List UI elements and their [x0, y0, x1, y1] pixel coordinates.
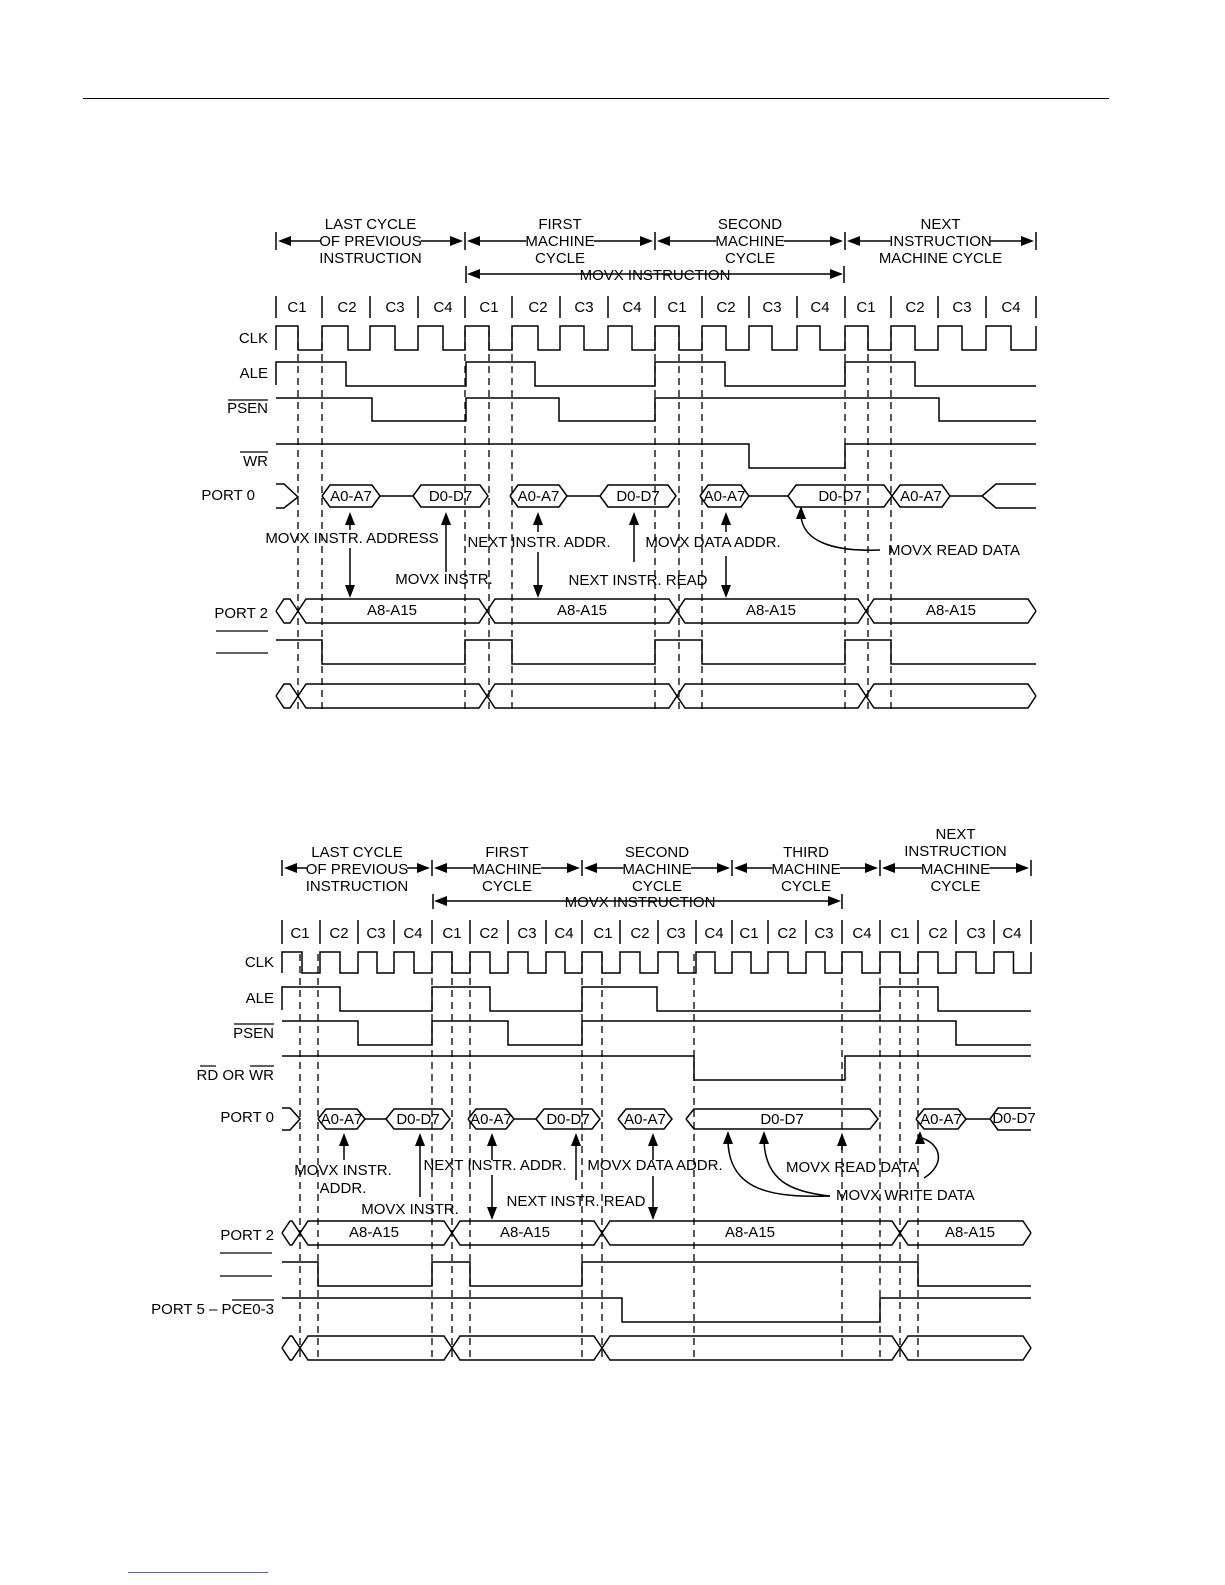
d1-clock-phase-label: C4 [810, 299, 830, 316]
d2-clock-phase-label: C1 [290, 925, 310, 942]
d1-port0-d0d7-3-text: D0-D7 [818, 488, 862, 505]
d1-note-next-instr-addr: NEXT INSTR. ADDR. [467, 534, 611, 551]
d2-clock-phase-label: C1 [442, 925, 462, 942]
d1-port2-a8a15-4: A8-A15 [925, 602, 977, 619]
d2-clock-phase-label: C3 [366, 925, 386, 942]
bus-lower [452, 1348, 602, 1360]
d1-phase-3-text: CYCLE [724, 250, 776, 267]
bus-lower [282, 1233, 300, 1245]
d1-port2-a8a15-1: A8-A15 [366, 602, 418, 619]
bus-lower [900, 1348, 1031, 1360]
d1-port0-a0a7-3-text: A0-A7 [703, 488, 746, 505]
d1-phase-2-text: MACHINE [525, 233, 595, 250]
d2-phase-5-arrow [1016, 863, 1029, 873]
d1-clock-phase-label: C3 [952, 299, 972, 316]
d2-clock-phase-label: C4 [403, 925, 423, 942]
d2-note-movx-instr: MOVX INSTR. [294, 1162, 392, 1179]
d2-clock-phase-label: C2 [777, 925, 797, 942]
d2-phase-3-arrow [584, 863, 597, 873]
d1-clock-phase-label: C1 [667, 299, 687, 316]
d1-port2-a8a15-2: A8-A15 [556, 602, 608, 619]
d2-note-next-instr-addr: NEXT INSTR. ADDR. [423, 1157, 567, 1174]
d2-phase-5-text: CYCLE [930, 878, 981, 895]
d2-phase-4-arrow [734, 863, 747, 873]
d2-note-movx-instr-2: MOVX INSTR. [361, 1201, 459, 1218]
d1-note-movx-instr-address: MOVX INSTR. ADDRESS [265, 530, 439, 547]
bus-upper [602, 1336, 900, 1348]
d1-port0-d0d7-2-text: D0-D7 [616, 488, 660, 505]
d2-phase-4-text: THIRD [783, 844, 829, 861]
d2-port0-d0d7-4: D0-D7 [992, 1110, 1036, 1127]
d1-clock-phase-label: C4 [622, 299, 642, 316]
d1-clock-phase-label: C3 [385, 299, 405, 316]
d2-unlabeled-wave-a [282, 1262, 1031, 1286]
d1-phase-3-text: MACHINE [715, 233, 785, 250]
d2-port2-a8a15-4: A8-A15 [944, 1224, 996, 1241]
d2-phase-2-arrow [434, 863, 447, 873]
d2-clock-phase-label: C4 [852, 925, 872, 942]
d1-clock-phase-label: C4 [1001, 299, 1021, 316]
d1-phase-1-text: LAST CYCLE [324, 216, 417, 233]
d2-ale-wave [282, 987, 1031, 1011]
d2-arrow-port2-2-head [487, 1207, 497, 1220]
d1-signal-clk: CLK [238, 330, 268, 347]
bus-upper [452, 1336, 602, 1348]
d2-port0-d0d7-1-text: D0-D7 [396, 1111, 440, 1128]
d2-phase-4-text: CYCLE [780, 878, 832, 895]
d2-write-head-1 [723, 1131, 733, 1144]
d1-phase-2-text: CYCLE [534, 250, 586, 267]
d2-arrow-read-data-head [837, 1133, 847, 1146]
d2-clock-phase-label: C4 [554, 925, 574, 942]
d1-signal-wr: WR [243, 453, 268, 470]
d2-note-movx-write-data: MOVX WRITE DATA [836, 1187, 975, 1204]
d2-write-head-2 [759, 1131, 769, 1144]
d1-phase-4-text: NEXT [920, 216, 961, 233]
d2-phase-4-text: MACHINE [771, 861, 841, 878]
d1-port0-a0a7-4-text: A0-A7 [900, 488, 942, 505]
d2-clock-phase-label: C4 [1002, 925, 1022, 942]
d2-port0-d0d7-3-text: D0-D7 [760, 1111, 804, 1128]
d2-phase-1-arrow [417, 863, 430, 873]
d1-signal-port0: PORT 0 [201, 487, 255, 504]
d2-phase-2-text: CYCLE [481, 878, 533, 895]
d2-port2-a8a15-2: A8-A15 [499, 1224, 551, 1241]
d1-phase-3-text: SECOND [717, 216, 783, 233]
d2-clock-phase-label: C2 [630, 925, 650, 942]
d2-port0-lead [282, 1108, 300, 1130]
d2-port0-a0a7-4-text: A0-A7 [920, 1111, 962, 1128]
d2-clock-phase-label: C1 [593, 925, 613, 942]
d2-signal-port0: PORT 0 [220, 1109, 274, 1126]
d2-phase-3-text: MACHINE [622, 861, 692, 878]
d2-port0-a0a7-1-text: A0-A7 [320, 1111, 363, 1128]
d1-phase-4-text: MACHINE CYCLE [878, 250, 1003, 267]
d2-psen-wave [282, 1021, 1031, 1045]
d1-signal-ale: ALE [239, 365, 268, 382]
d2-phase-1-text: LAST CYCLE [311, 844, 403, 861]
d1-clock-phase-label: C2 [528, 299, 548, 316]
d2-port5-wave [282, 1298, 1031, 1322]
d1-clock-phase-label: C3 [762, 299, 782, 316]
d2-clock-phase-label: C1 [890, 925, 910, 942]
d2-signal-rdwr: RD OR WR [196, 1067, 274, 1084]
d1-note-movx-instr: MOVX INSTR. [395, 571, 493, 588]
d1-phase-1-text: OF PREVIOUS [319, 233, 422, 250]
d2-movx-span-label: MOVX INSTRUCTION [564, 894, 716, 911]
d2-phase-2-text: MACHINE [472, 861, 542, 878]
d1-signal-psen: PSEN [227, 400, 268, 417]
d2-clock-phase-label: C4 [704, 925, 724, 942]
d2-port0-a0a7-3-text: A0-A7 [624, 1111, 666, 1128]
d1-clock-phase-label: C1 [856, 299, 876, 316]
d2-read-head [915, 1131, 925, 1144]
bus-lower [602, 1348, 900, 1360]
d2-clock-phase-label: C3 [666, 925, 686, 942]
d2-signal-psen: PSEN [233, 1025, 274, 1042]
d1-signal-port2: PORT 2 [214, 605, 268, 622]
bus-lower [300, 1348, 452, 1360]
d2-arrow-movx-instr-head [415, 1133, 425, 1146]
d1-movx-span-label: MOVX INSTRUCTION [579, 267, 731, 284]
bus-lower [282, 1348, 300, 1360]
d2-phase-4-arrow [865, 863, 878, 873]
d2-clock-phase-label: C3 [966, 925, 986, 942]
d2-phase-1-text: OF PREVIOUS [305, 861, 409, 878]
d2-note-movx-read-data: MOVX READ DATA [786, 1159, 918, 1176]
d1-phase-1-text: INSTRUCTION [319, 250, 422, 267]
d1-clock-phase-label: C2 [716, 299, 736, 316]
d1-port0-a0a7-1-text: A0-A7 [330, 488, 372, 505]
d1-clock-phase-label: C3 [574, 299, 594, 316]
d2-arrow-data-addr-head [648, 1133, 658, 1146]
d2-arrow-port2-3-head [648, 1207, 658, 1220]
bus-upper [282, 1221, 300, 1233]
d2-port0-d0d7-2-text: D0-D7 [546, 1111, 590, 1128]
d2-port0-a0a7-2-text: A0-A7 [470, 1111, 512, 1128]
d2-movx-span-left [434, 896, 447, 906]
d2-clock-phase-label: C1 [739, 925, 759, 942]
bus-upper [282, 1336, 300, 1348]
bus-upper [900, 1336, 1031, 1348]
d2-phase-2-arrow [567, 863, 580, 873]
d2-signal-ale: ALE [245, 990, 274, 1007]
d2-signal-clk: CLK [244, 954, 274, 971]
d2-arrow-next-addr-head [487, 1133, 497, 1146]
d2-signal-port2: PORT 2 [220, 1227, 274, 1244]
d2-arrow-next-read-head [571, 1133, 581, 1146]
d2-port2-a8a15-1: A8-A15 [348, 1224, 400, 1241]
d1-clock-phase-label: C4 [433, 299, 453, 316]
d2-phase-1-text: INSTRUCTION [305, 878, 409, 895]
d2-note-next-instr-read: NEXT INSTR. READ [506, 1193, 646, 1210]
d2-phase-3-text: SECOND [624, 844, 690, 861]
d2-phase-2-text: FIRST [485, 844, 529, 861]
d2-note-movx-data-addr: MOVX DATA ADDR. [587, 1157, 723, 1174]
d2-phase-3-text: CYCLE [631, 878, 683, 895]
d2-clock-phase-label: C2 [928, 925, 948, 942]
d2-phase-3-arrow [717, 863, 730, 873]
d1-note-movx-data-addr: MOVX DATA ADDR. [645, 534, 781, 551]
d2-phase-5-text: NEXT [935, 826, 976, 843]
d1-note-next-instr-read: NEXT INSTR. READ [568, 572, 708, 589]
bus-upper [300, 1336, 452, 1348]
d2-phase-5-text: INSTRUCTION [904, 843, 1007, 860]
d2-clk-wave [282, 952, 1031, 973]
d2-arrow-instr-addr-head [339, 1133, 349, 1146]
d1-port2-a8a15-3: A8-A15 [745, 602, 797, 619]
d2-clock-phase-label: C3 [814, 925, 834, 942]
d2-clock-phase-label: C2 [329, 925, 349, 942]
d2-clock-phase-label: C3 [517, 925, 537, 942]
d1-port0-a0a7-2-text: A0-A7 [517, 488, 560, 505]
d1-clock-phase-label: C1 [287, 299, 307, 316]
d1-port0-d0d7-1-text: D0-D7 [428, 488, 473, 505]
d2-note-addr: ADDR. [319, 1180, 367, 1197]
d1-phase-2-text: FIRST [538, 216, 582, 233]
d2-phase-5-arrow [882, 863, 895, 873]
d2-signal-port5: PORT 5 – PCE0-3 [151, 1301, 274, 1318]
d1-clock-phase-label: C2 [337, 299, 357, 316]
d2-port2-a8a15-3: A8-A15 [724, 1224, 776, 1241]
d2-phase-1-arrow [284, 863, 297, 873]
d1-clock-phase-label: C1 [479, 299, 499, 316]
d2-rdwr-wave [282, 1056, 1031, 1080]
d1-phase-4-text: INSTRUCTION [889, 233, 992, 250]
d1-clock-phase-label: C2 [905, 299, 925, 316]
d2-movx-span-right [828, 896, 841, 906]
d1-note-movx-read-data: MOVX READ DATA [888, 542, 1020, 559]
d2-phase-5-text: MACHINE [920, 861, 991, 878]
d2-clock-phase-label: C2 [479, 925, 499, 942]
